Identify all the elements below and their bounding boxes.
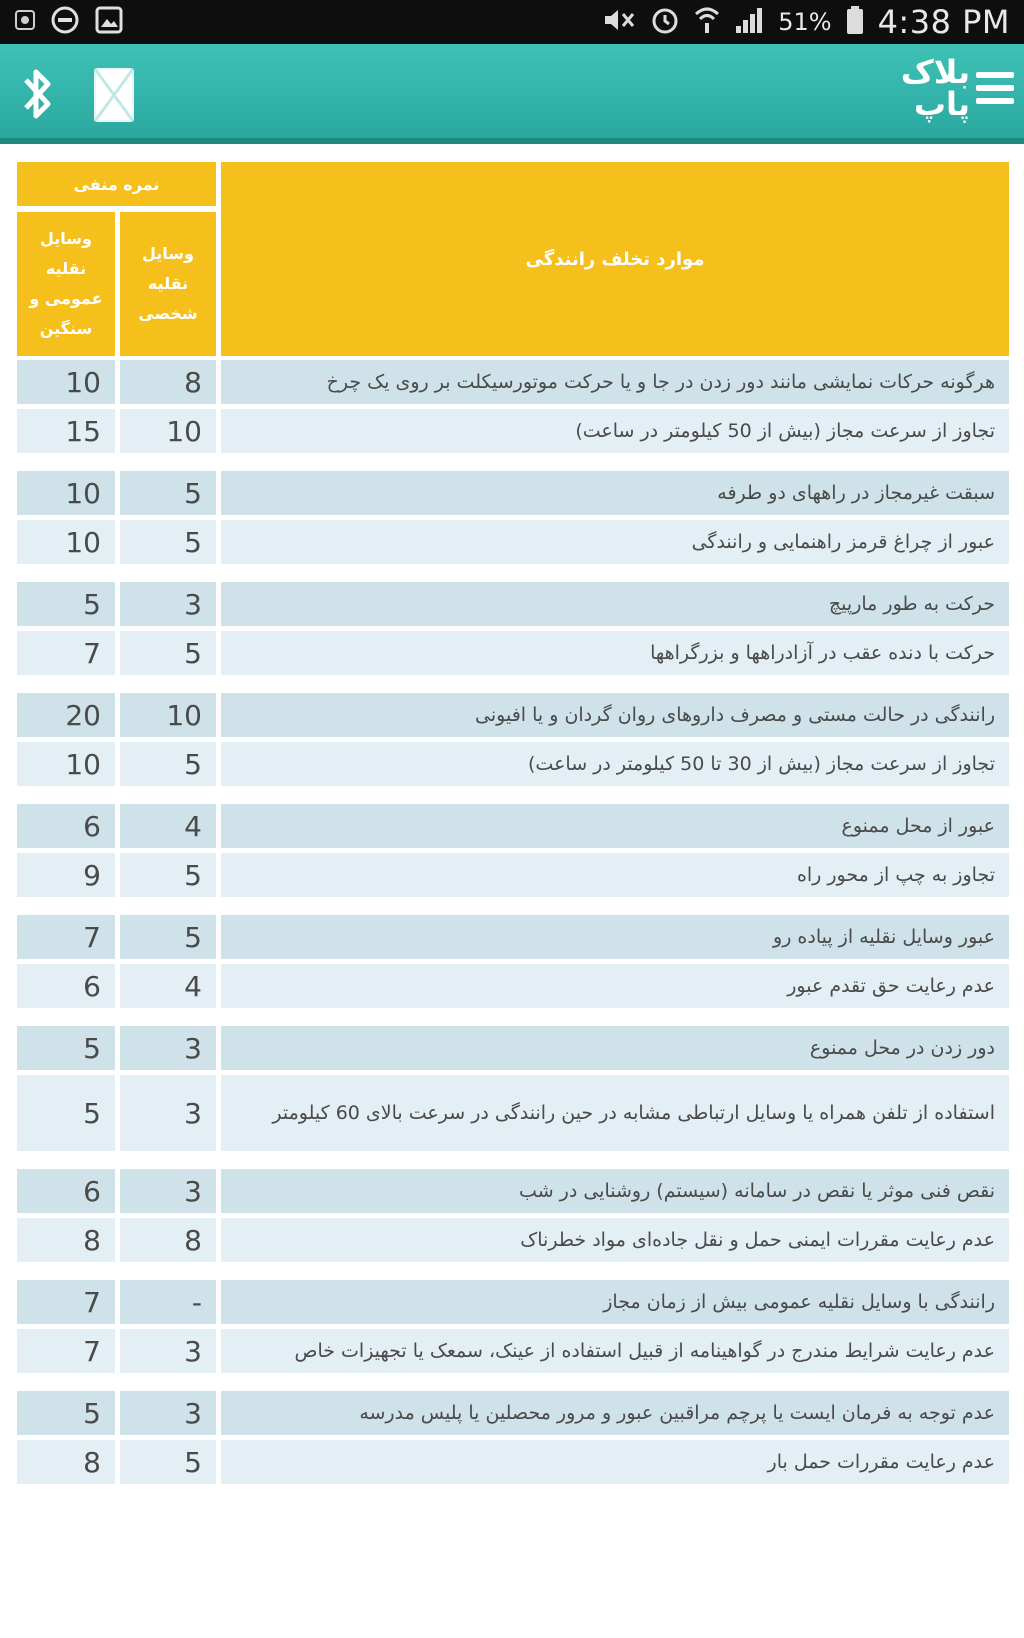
violation-text: عدم رعایت مقررات حمل بار: [221, 1440, 1009, 1484]
violation-text: حرکت با دنده عقب در آزادراهها و بزرگراهها: [221, 631, 1009, 675]
public-points: 10: [17, 471, 115, 515]
public-points: 5: [17, 1026, 115, 1070]
violation-text: تجاوز از سرعت مجاز (بیش از 50 کیلومتر در ساعت): [221, 409, 1009, 453]
row-group: [17, 915, 1009, 1008]
public-points: 10: [17, 520, 115, 564]
row-group: [17, 1391, 1009, 1484]
row-group: [17, 1280, 1009, 1373]
private-points: 3: [120, 1075, 216, 1151]
private-points: 3: [120, 1329, 216, 1373]
signal-icon: [734, 6, 764, 39]
table-row: [17, 1280, 1009, 1324]
private-points: 3: [120, 582, 216, 626]
battery-icon: [846, 5, 864, 40]
logo-text: [900, 53, 970, 123]
clock: 4:38 PM: [877, 3, 1010, 41]
row-group: [17, 582, 1009, 675]
row-group: [17, 1026, 1009, 1151]
header-public-vehicles: وسایل نقلیه عمومی و سنگین: [17, 212, 115, 356]
private-points: 3: [120, 1026, 216, 1070]
table-row: [17, 582, 1009, 626]
table-row: [17, 471, 1009, 515]
violation-text: تجاوز از سرعت مجاز (بیش از 30 تا 50 کیلومتر در ساعت): [221, 742, 1009, 786]
public-points: 20: [17, 693, 115, 737]
violation-text: عبور از محل ممنوع: [221, 804, 1009, 848]
table-row: [17, 804, 1009, 848]
violation-text: عبور از چراغ قرمز راهنمایی و رانندگی: [221, 520, 1009, 564]
public-points: 7: [17, 915, 115, 959]
logo-line-2: پاپ: [913, 85, 970, 123]
private-points: 5: [120, 471, 216, 515]
public-points: 8: [17, 1440, 115, 1484]
table-row: [17, 1440, 1009, 1484]
row-group: [17, 804, 1009, 897]
status-bar: [0, 0, 1024, 44]
private-points: 4: [120, 964, 216, 1008]
table-row: [17, 1075, 1009, 1151]
alarm-icon: [650, 5, 680, 40]
private-points: 3: [120, 1169, 216, 1213]
table-row: [17, 1026, 1009, 1070]
settings-icon: [14, 9, 36, 36]
table-row: [17, 360, 1009, 404]
violation-text: حرکت به طور مارپیچ: [221, 582, 1009, 626]
violation-text: تجاوز به چپ از محور راه: [221, 853, 1009, 897]
table-row: [17, 1169, 1009, 1213]
public-points: 5: [17, 1391, 115, 1435]
public-points: 8: [17, 1218, 115, 1262]
violation-text: استفاده از تلفن همراه یا وسایل ارتباطی مشابه در حین رانندگی در سرعت بالای 60 کیلومتر: [221, 1075, 1009, 1151]
violation-text: عبور وسایل نقلیه از پیاده رو: [221, 915, 1009, 959]
public-points: 7: [17, 1280, 115, 1324]
private-points: -: [120, 1280, 216, 1324]
bluetooth-icon[interactable]: [16, 64, 60, 128]
app-bar: [0, 44, 1024, 144]
public-points: 5: [17, 582, 115, 626]
private-points: 8: [120, 1218, 216, 1262]
table-row: [17, 409, 1009, 453]
private-points: 4: [120, 804, 216, 848]
violations-table-body: [17, 360, 1009, 1502]
violation-text: نقص فنی موثر یا نقص در سامانه (سیستم) روشنایی در شب: [221, 1169, 1009, 1213]
private-points: 5: [120, 631, 216, 675]
violation-text: رانندگی در حالت مستی و مصرف داروهای روان گردان و یا افیونی: [221, 693, 1009, 737]
header-private-vehicles: وسایل نقلیه شخصی: [120, 212, 216, 356]
private-points: 10: [120, 409, 216, 453]
row-group: [17, 471, 1009, 564]
row-group: [17, 693, 1009, 786]
violation-text: عدم رعایت مقررات ایمنی حمل و نقل جاده‌ای مواد خطرناک: [221, 1218, 1009, 1262]
private-points: 5: [120, 853, 216, 897]
violation-text: رانندگی با وسایل نقلیه عمومی بیش از زمان مجاز: [221, 1280, 1009, 1324]
public-points: 10: [17, 360, 115, 404]
status-bar-left: [14, 5, 124, 40]
public-points: 15: [17, 409, 115, 453]
violation-text: هرگونه حرکات نمایشی مانند دور زدن در جا و یا حرکت موتورسیکلت بر روی یک چرخ: [221, 360, 1009, 404]
row-group: [17, 360, 1009, 453]
gallery-icon: [94, 5, 124, 40]
private-points: 8: [120, 360, 216, 404]
private-points: 10: [120, 693, 216, 737]
app-logo[interactable]: [900, 53, 1014, 123]
private-points: 5: [120, 742, 216, 786]
status-bar-right: [602, 3, 1010, 41]
menu-icon[interactable]: [976, 72, 1014, 104]
public-points: 7: [17, 631, 115, 675]
public-points: 7: [17, 1329, 115, 1373]
table-header: [17, 162, 1009, 356]
violation-text: عدم رعایت حق تقدم عبور: [221, 964, 1009, 1008]
private-points: 3: [120, 1391, 216, 1435]
public-points: 6: [17, 804, 115, 848]
row-group: [17, 1169, 1009, 1262]
public-points: 6: [17, 964, 115, 1008]
violation-text: سبقت غیرمجاز در راههای دو طرفه: [221, 471, 1009, 515]
public-points: 9: [17, 853, 115, 897]
header-points-group: نمره منفی: [17, 162, 216, 206]
header-subject: موارد تخلف رانندگی: [221, 162, 1009, 356]
private-points: 5: [120, 915, 216, 959]
table-row: [17, 631, 1009, 675]
public-points: 10: [17, 742, 115, 786]
table-row: [17, 853, 1009, 897]
mute-icon: [602, 7, 636, 38]
table-row: [17, 742, 1009, 786]
envelope-icon[interactable]: [92, 66, 136, 128]
public-points: 6: [17, 1169, 115, 1213]
do-not-disturb-icon: [50, 5, 80, 40]
table-row: [17, 964, 1009, 1008]
table-row: [17, 1329, 1009, 1373]
table-row: [17, 1218, 1009, 1262]
public-points: 5: [17, 1075, 115, 1151]
table-row: [17, 693, 1009, 737]
private-points: 5: [120, 520, 216, 564]
violation-text: عدم توجه به فرمان ایست یا پرچم مراقبین عبور و مرور محصلین یا پلیس مدرسه: [221, 1391, 1009, 1435]
battery-percent: 51%: [778, 8, 832, 36]
table-row: [17, 915, 1009, 959]
violation-text: دور زدن در محل ممنوع: [221, 1026, 1009, 1070]
private-points: 5: [120, 1440, 216, 1484]
table-row: [17, 520, 1009, 564]
wifi-icon: [694, 6, 720, 39]
logo-line-1: بلاک: [900, 53, 970, 91]
violation-text: عدم رعایت شرایط مندرج در گواهینامه از قبیل استفاده از عینک، سمعک یا تجهیزات خاص: [221, 1329, 1009, 1373]
table-row: [17, 1391, 1009, 1435]
